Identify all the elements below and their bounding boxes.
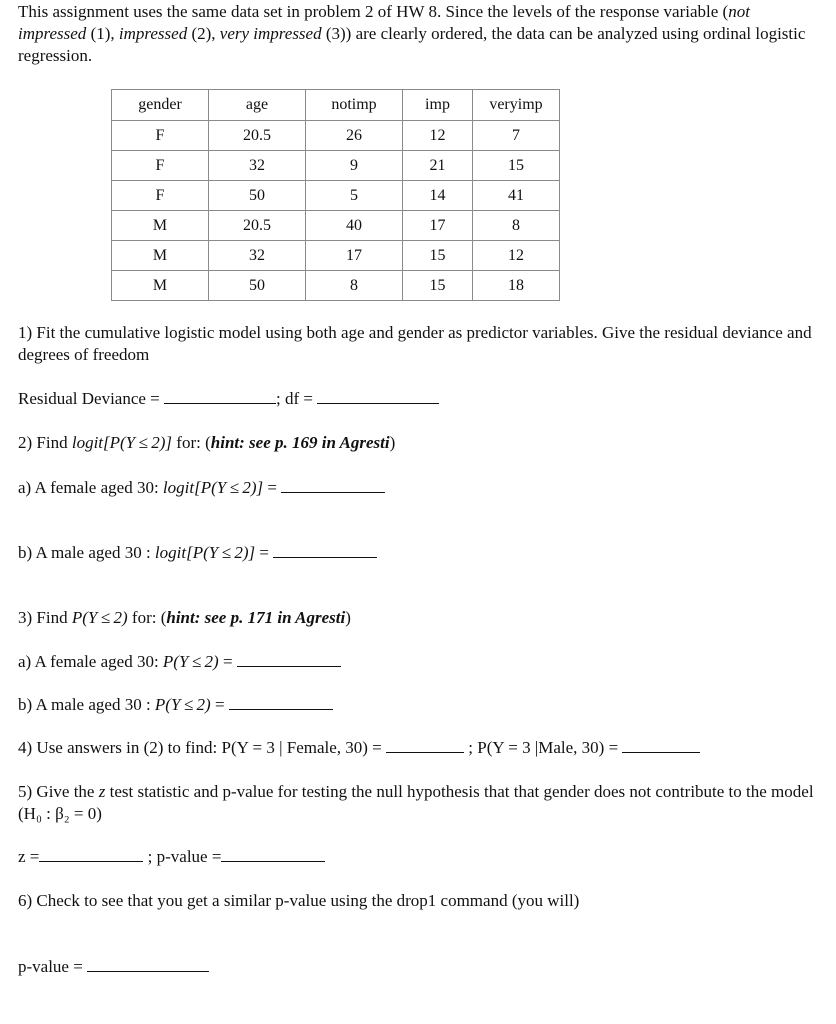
table-row xyxy=(112,241,560,271)
df-blank[interactable] xyxy=(317,388,439,404)
table-cell: F xyxy=(112,121,209,151)
q2-logit-expr: logit[P(Y ≤ 2)] xyxy=(71,433,173,452)
table-cell: 32 xyxy=(209,151,306,181)
table-row xyxy=(112,271,560,301)
q5-prefix: 5) Give the xyxy=(18,782,99,801)
intro-text-2: (1), xyxy=(86,24,119,43)
table-cell: M xyxy=(112,271,209,301)
q2a-expr: logit[P(Y ≤ 2)] xyxy=(162,478,264,497)
q2-suffix: ) xyxy=(389,433,396,452)
question-6-answer-line xyxy=(18,956,209,978)
table-cell: F xyxy=(112,151,209,181)
q2-prefix: 2) Find xyxy=(18,433,72,452)
df-label: ; df = xyxy=(276,389,313,408)
table-cell: 18 xyxy=(473,271,560,301)
table-cell: 14 xyxy=(403,181,473,211)
table-cell: 32 xyxy=(209,241,306,271)
table-cell: 26 xyxy=(306,121,403,151)
question-2b xyxy=(18,542,377,564)
intro-text-4: (3)) are clearly ordered, the data can be analyzed using ordinal logistic regression. xyxy=(18,24,806,65)
question-2a xyxy=(18,477,385,499)
q3a-expr: P(Y ≤ 2) xyxy=(162,652,219,671)
table-cell: 17 xyxy=(306,241,403,271)
intro-impressed: impressed xyxy=(118,24,188,43)
table-cell: 20.5 xyxy=(209,121,306,151)
residual-deviance-label: Residual Deviance = xyxy=(18,389,160,408)
question-3a xyxy=(18,651,341,673)
q3-suffix: ) xyxy=(345,608,351,627)
q3-hint: hint: see p. 171 in Agresti xyxy=(166,608,346,627)
intro-paragraph xyxy=(18,1,818,67)
p-value-label: ; p-value = xyxy=(147,847,222,866)
q4-text: 4) Use answers in (2) to find: P(Y = 3 | Female, 30) = xyxy=(18,738,382,757)
q2a-prefix: a) A female aged 30: xyxy=(18,478,163,497)
table-cell: 21 xyxy=(403,151,473,181)
table-cell: 15 xyxy=(473,151,560,181)
q6-p-value-blank[interactable] xyxy=(87,956,209,972)
q3b-prefix: b) A male aged 30 : xyxy=(18,695,155,714)
table-cell: 50 xyxy=(209,181,306,211)
q2b-eq: = xyxy=(255,543,269,562)
question-3b xyxy=(18,694,333,716)
z-label: z = xyxy=(18,847,40,866)
table-cell: 15 xyxy=(403,271,473,301)
header-veryimp: veryimp xyxy=(473,90,560,121)
residual-deviance-blank[interactable] xyxy=(164,388,276,404)
table-row xyxy=(112,211,560,241)
q3-prefix: 3) Find xyxy=(18,608,72,627)
table-cell: 8 xyxy=(473,211,560,241)
question-2-text xyxy=(18,432,395,454)
table-header-row xyxy=(112,90,560,121)
intro-text-1: This assignment uses the same data set in problem 2 of HW 8. Since the levels of the response variable ( xyxy=(18,2,729,21)
q3b-eq: = xyxy=(210,695,225,714)
table-cell: 5 xyxy=(306,181,403,211)
header-age: age xyxy=(209,90,306,121)
table-cell: F xyxy=(112,181,209,211)
q5-z: z xyxy=(98,782,106,801)
table-cell: 50 xyxy=(209,271,306,301)
question-5-text xyxy=(18,781,818,825)
table-cell: M xyxy=(112,211,209,241)
q2b-blank[interactable] xyxy=(273,542,377,558)
intro-not-impressed: not impressed xyxy=(18,2,750,43)
q4-text-2: ; P(Y = 3 |Male, 30) = xyxy=(468,738,619,757)
header-notimp: notimp xyxy=(306,90,403,121)
intro-very-impressed: very impressed xyxy=(219,24,322,43)
q5-middle: test statistic and p-value for testing the null hypothesis that that gender does not contribute to the model (H₀ : β₂ = 0) xyxy=(18,782,814,823)
q2-hint: hint: see p. 169 in Agresti xyxy=(210,433,390,452)
q2a-eq: = xyxy=(263,478,277,497)
table-cell: 12 xyxy=(473,241,560,271)
q3a-blank[interactable] xyxy=(237,651,341,667)
table-row xyxy=(112,151,560,181)
table-cell: 40 xyxy=(306,211,403,241)
data-table xyxy=(111,89,560,301)
q3-expr: P(Y ≤ 2) xyxy=(71,608,128,627)
table-cell: 8 xyxy=(306,271,403,301)
q3-middle: for: ( xyxy=(127,608,167,627)
q6-p-value-label: p-value = xyxy=(18,957,83,976)
table-cell: 15 xyxy=(403,241,473,271)
q3b-expr: P(Y ≤ 2) xyxy=(154,695,211,714)
z-blank[interactable] xyxy=(39,846,143,862)
table-cell: 17 xyxy=(403,211,473,241)
question-4 xyxy=(18,737,700,759)
table-cell: 20.5 xyxy=(209,211,306,241)
table-cell: 41 xyxy=(473,181,560,211)
q2b-expr: logit[P(Y ≤ 2)] xyxy=(154,543,256,562)
question-6-text: 6) Check to see that you get a similar p-value using the drop1 command (you will) xyxy=(18,891,580,910)
q3a-prefix: a) A female aged 30: xyxy=(18,652,163,671)
q4-female-blank[interactable] xyxy=(386,737,464,753)
table-cell: 12 xyxy=(403,121,473,151)
table-row xyxy=(112,121,560,151)
header-gender: gender xyxy=(112,90,209,121)
q3a-eq: = xyxy=(218,652,233,671)
q3b-blank[interactable] xyxy=(229,694,333,710)
q2b-prefix: b) A male aged 30 : xyxy=(18,543,155,562)
table-row xyxy=(112,181,560,211)
header-imp: imp xyxy=(403,90,473,121)
intro-text-3: (2), xyxy=(187,24,220,43)
question-1-text: 1) Fit the cumulative logistic model using both age and gender as predictor variables. Give the residual deviance and degrees of freedom xyxy=(18,323,812,364)
p-value-blank[interactable] xyxy=(221,846,325,862)
question-5-answer-line xyxy=(18,846,325,868)
table-cell: M xyxy=(112,241,209,271)
table-cell: 7 xyxy=(473,121,560,151)
q4-male-blank[interactable] xyxy=(622,737,700,753)
q2-middle: for: ( xyxy=(172,433,211,452)
question-3-text xyxy=(18,607,351,629)
q2a-blank[interactable] xyxy=(281,477,385,493)
table-cell: 9 xyxy=(306,151,403,181)
question-1-answer-line xyxy=(18,388,439,410)
